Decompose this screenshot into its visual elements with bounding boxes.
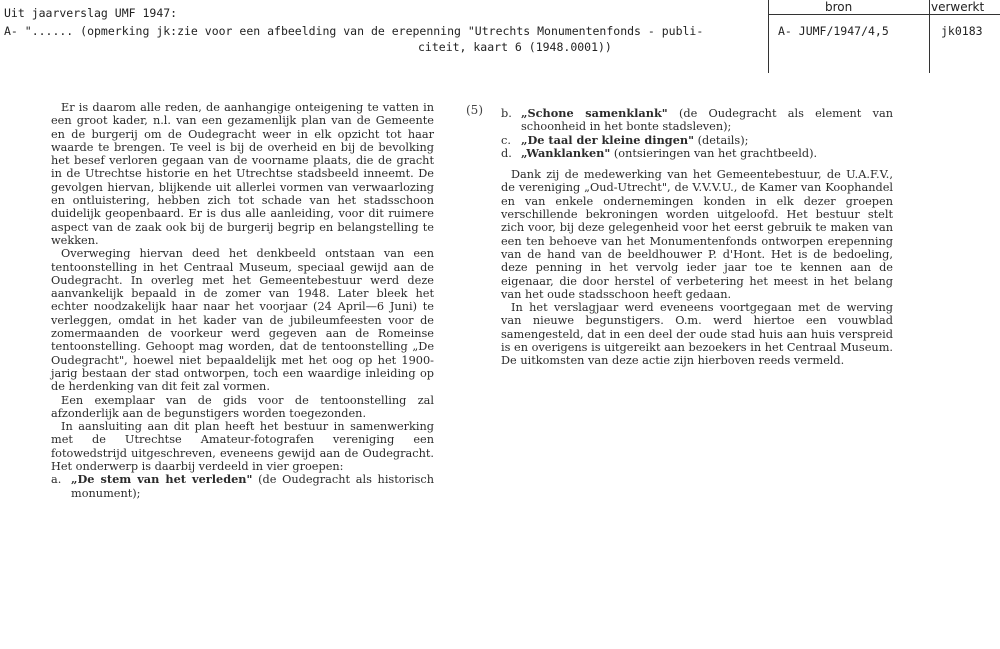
list-item-title: „Schone samenklank" [521,106,668,120]
list-item-title: „Wanklanken" [521,145,611,160]
list-item [501,107,893,134]
list-item-text: (de Oudegracht als element van schoonheid in het bonte stadsleven); [521,107,893,134]
list-item [501,147,893,160]
left-column [51,101,434,500]
list-marker: a. [51,473,62,487]
paragraph: In aansluiting aan dit plan heeft het bestuur in samenwerking met de Utrechtse Amateur-fotografen vereniging een fotowedstrijd uitgeschreven, eveneens gewijd aan de Oudegracht. Het onderwerp is daarbij verdeeld in vier groepen: [51,420,434,474]
list-marker: b. [501,107,512,120]
paragraph: Een exemplaar van de gids voor de tentoonstelling zal afzonderlijk aan de begunstigers worden toegezonden. [51,393,434,420]
bron-value: A- JUMF/1947/4,5 [778,24,889,38]
list-item [501,134,893,147]
header-source-line: Uit jaarverslag UMF 1947: [4,6,178,20]
verwerkt-label: verwerkt [931,0,985,14]
paragraph: In het verslagjaar werd eveneens voortgegaan met de werving van nieuwe begunstigers. O.m. werd hiertoe een vouwblad samengesteld, dat in een deel der oude stad huis aan huis verspreid is en overigens is uitgereikt aan bezoekers in het Centraal Museum. De uitkomsten van deze actie zijn hierboven reeds vermeld. [501,301,893,368]
list-item-text: (details); [694,133,749,147]
paragraph: Overweging hiervan deed het denkbeeld ontstaan van een tentoonstelling in het Centraal Museum, speciaal gewijd aan de Oudegracht. In overleg met het Gemeentebestuur werd deze aanvankelijk bepaald in de zomer van 1948. Later bleek het echter noodzakelijk haar naar het voorjaar (24 April—6 Juni) te verleggen, omdat in het kader van de jubileumfeesten voor de zomermaanden de voorkeur werd gegeven aan de Romeinse tentoonstelling. Gehoopt mag worden, dat de tentoonstelling „De Oudegracht", hoewel niet bepaaldelijk met het oog op het 1900-jarig bestaan der stad ontworpen, toch een waardige inleiding op de herdenking van dit feit zal vormen. [51,247,434,394]
paragraph: Er is daarom alle reden, de aanhangige onteigening te vatten in een groot kader, n.l. van een gezamenlijk plan van de Gemeente en de burgerij om de Oudegracht weer in elk opzicht tot haar waarde te brengen. Te veel is bij de overheid en bij de bevolking het besef verloren gegaan van de voorname plaats, die de gracht in de Utrechtse historie en het Utrechtse stadsbeeld inneemt. De gevolgen hiervan, blijkende uit allerlei vormen van verwaarlozing en ontluistering, hebben zich tot schade van het stadsschoon duidelijk geopenbaard. Er is dus alle aanleiding, voor dit ruimere aspect van de zaak ook bij de burgerij begrip en belangstelling te wekken. [51,101,434,247]
list-marker: d. [501,146,512,160]
header-remark-line: A- "...... (opmerking jk:zie voor een afbeelding van de erepenning "Utrechts Monumentenfonds - publi- [4,24,704,38]
list-item [51,473,434,500]
header-remark-continuation: citeit, kaart 6 (1948.0001)) [418,40,612,54]
paragraph: Dank zij de medewerking van het Gemeentebestuur, de U.A.F.V., de vereniging „Oud-Utrecht", de V.V.V.U., de Kamer van Koophandel en van enkele ondernemingen konden in elk dezer groepen verschillende bekroningen worden uitgeloofd. Het bestuur stelt zich voor, bij deze gelegenheid voor het eerst gebruik te maken van een ten behoeve van het Monumentenfonds ontworpen erepenning van de hand van de beeldhouwer P. d'Hont. Het is de bedoeling, deze penning in het vervolg ieder jaar toe te kennen aan de eigenaar, die door herstel of verbetering het meest in het belang van het oude stadsschoon heeft gedaan. [501,168,893,301]
list-item-title: „De stem van het verleden" [71,472,253,487]
page-margin-note: (5) [466,103,483,117]
list-item-title: „De taal der kleine dingen" [521,132,694,147]
right-column [501,107,893,368]
list-marker: c. [501,133,511,147]
list-item-text: (de Oudegracht als historisch monument); [71,473,434,500]
list-item-text: (ontsieringen van het grachtbeeld). [610,146,818,160]
verwerkt-value: jk0183 [941,24,983,38]
bron-label: bron [825,0,853,14]
